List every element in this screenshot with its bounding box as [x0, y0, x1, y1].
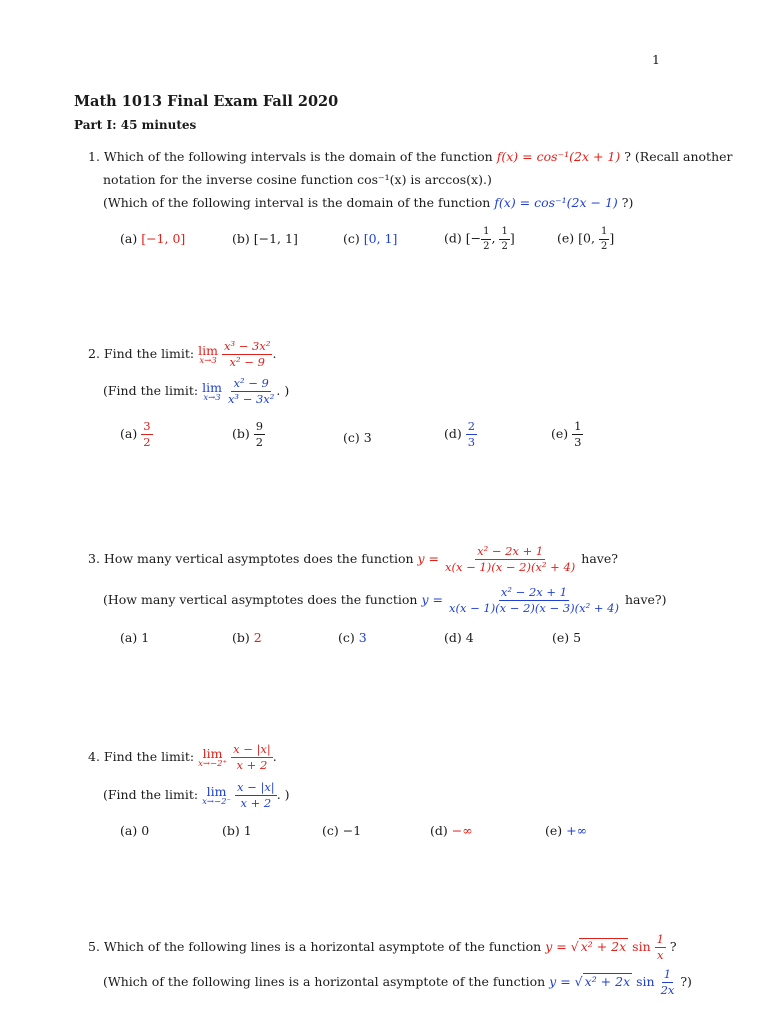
- function-expression: f(x) = cos⁻¹(2x + 1): [496, 149, 621, 164]
- alt-function-expression: f(x) = cos⁻¹(2x − 1): [494, 195, 618, 210]
- question-5-alternate: (Which of the following lines is a horizontal asymptote of the function y = √ x² + 2x sin $\frac{1}{2x}$ ?): [103, 967, 692, 998]
- question-number: 1.: [88, 149, 100, 164]
- option-4d: (d) −∞: [430, 823, 473, 838]
- option-3b: (b) 2: [232, 630, 262, 645]
- option-2a: (a) $\frac{3}{2}$: [120, 419, 151, 450]
- option-1b: (b) [−1, 1]: [232, 231, 298, 246]
- limit-expression: lim x→3 $\frac{\text{x³ − 3x²}}{\text{x² − 9}}$: [198, 339, 271, 370]
- question-1: [88, 149, 733, 164]
- exam-title: Math 1013 Final Exam Fall 2020: [74, 93, 339, 110]
- option-3c: (c) 3: [338, 630, 367, 645]
- option-3d: (d) 4: [444, 630, 474, 645]
- question-text-tail: ? (Recall another: [624, 149, 733, 164]
- question-1-line-2: notation for the inverse cosine function cos⁻¹(x) is arccos(x).): [103, 172, 492, 187]
- function-expression: $\frac{\text{x² − 2x + 1}}{\text{x(x − 1)(x − 2)(x² + 4)}}$: [445, 544, 576, 575]
- option-4a: (a) 0: [120, 823, 150, 838]
- option-2e: (e) $\frac{1}{3}$: [551, 419, 582, 450]
- page-number: 1: [652, 52, 660, 67]
- option-1e: (e) [0, $\frac{1}{2}$ ]: [557, 226, 615, 252]
- part-heading: Part I: 45 minutes: [74, 118, 197, 132]
- question-1-alternate: (Which of the following interval is the domain of the function f(x) = cos⁻¹(2x − 1) ?): [103, 195, 634, 210]
- option-4b: (b) 1: [222, 823, 252, 838]
- option-2d: (d) $\frac{2}{3}$: [444, 419, 476, 450]
- option-1a: (a) [−1, 0]: [120, 231, 186, 246]
- option-1c: (c) [0, 1]: [343, 231, 398, 246]
- question-text: Which of the following intervals is the domain of the function: [103, 149, 493, 164]
- option-3a: (a) 1: [120, 630, 150, 645]
- question-4: 4. Find the limit: lim x→−2⁺ $\frac{x - |x|}{x + 2}$ .: [88, 742, 277, 773]
- question-5: 5. Which of the following lines is a horizontal asymptote of the function y = √ x² + 2x sin $\frac{1}{x}$ ?: [88, 932, 677, 963]
- question-2: 2. Find the limit: lim x→3 $\frac{\text{x³ − 3x²}}{\text{x² − 9}}$ .: [88, 339, 277, 370]
- option-1d: (d) [− $\frac{1}{2}$ , $\frac{1}{2}$ ]: [444, 226, 515, 252]
- question-3: 3. How many vertical asymptotes does the function y = $\frac{\text{x² − 2x + 1}}{\text{x(x − 1)(x − 2)(x² + 4)}}$ have?: [88, 544, 618, 575]
- question-4-alternate: (Find the limit: lim x→−2⁻ $\frac{x - |x|}{x + 2}$ . ): [103, 780, 290, 811]
- option-2b: (b) $\frac{9}{2}$: [232, 419, 264, 450]
- question-3-alternate: (How many vertical asymptotes does the function y = $\frac{\text{x² − 2x + 1}}{\text{x(x − 1)(x − 2)(x − 3)(x² + 4)}}$ have?): [103, 585, 667, 616]
- option-4c: (c) −1: [322, 823, 362, 838]
- question-2-alternate: (Find the limit: lim x→3 $\frac{\text{x² − 9}}{\text{x³ − 3x²}}$ . ): [103, 376, 290, 407]
- option-2c: (c) 3: [343, 430, 372, 445]
- option-4e: (e) +∞: [545, 823, 588, 838]
- option-3e: (e) 5: [552, 630, 582, 645]
